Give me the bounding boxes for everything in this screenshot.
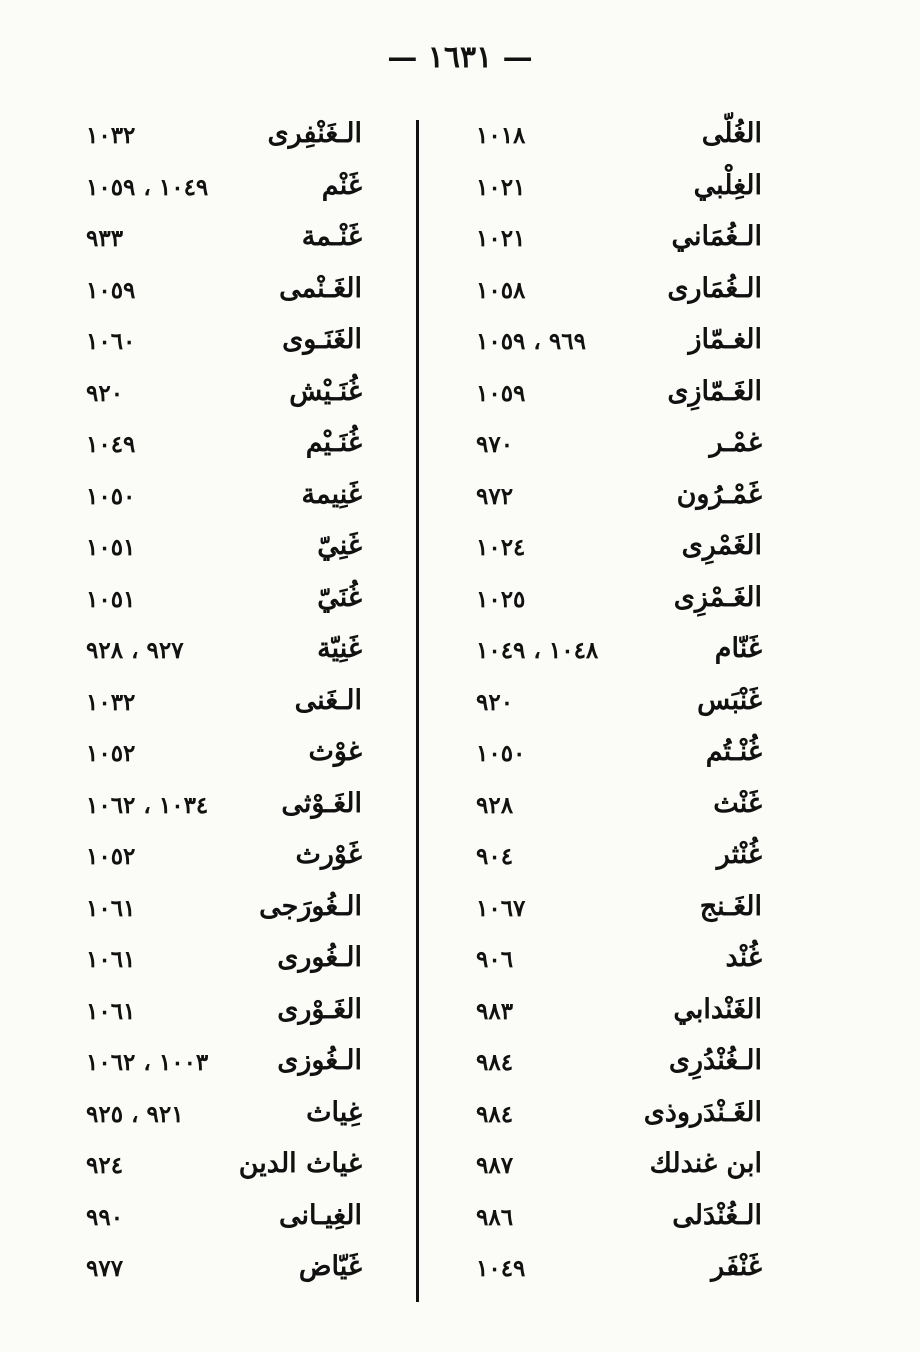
- index-column-right: [470, 112, 770, 1312]
- index-entry: [80, 318, 370, 370]
- entry-name: غُنَيّ: [317, 581, 362, 613]
- index-entry: [80, 164, 370, 216]
- index-entry: [80, 988, 370, 1040]
- entry-page-refs: ٩٣٣: [86, 225, 124, 252]
- index-column-left: [80, 112, 370, 1312]
- index-entry: [80, 473, 370, 525]
- entry-name: غوْث: [308, 736, 362, 767]
- entry-page-refs: ١٠٥١: [86, 585, 136, 613]
- entry-name: غُنَـيْش: [289, 375, 362, 407]
- entry-page-refs: ١٠٢١: [476, 173, 526, 201]
- index-entry: [80, 936, 370, 988]
- index-entry: [80, 576, 370, 628]
- entry-name: الـغُورى: [277, 942, 362, 973]
- entry-page-refs: ١٠٤٨ ، ١٠٤٩: [476, 637, 599, 664]
- entry-name: غياث الدين: [238, 1148, 362, 1179]
- index-entry: [80, 885, 370, 937]
- entry-page-refs: ٩٧٠: [476, 431, 514, 458]
- index-entry: [80, 1091, 370, 1143]
- entry-name: الغَمْرِى: [681, 530, 762, 561]
- index-entry: [470, 936, 770, 988]
- entry-name: غَنِيمة: [301, 478, 362, 510]
- index-entry: [470, 473, 770, 525]
- entry-name: غَنْفَر: [711, 1251, 762, 1282]
- entry-page-refs: ٩٢٠: [86, 379, 124, 407]
- index-entry: [80, 267, 370, 319]
- entry-name: الغَـنْدَروذى: [643, 1096, 762, 1128]
- entry-name: غُنْـتُم: [705, 736, 762, 767]
- entry-name: الـغُورَجى: [259, 890, 362, 922]
- index-entry: [80, 370, 370, 422]
- entry-page-refs: ١٠٦١: [86, 997, 136, 1025]
- entry-name: الـغُنْدَلى: [672, 1199, 762, 1231]
- index-entry: [470, 1142, 770, 1194]
- entry-page-refs: ١٠٠٣ ، ١٠٦٢: [86, 1049, 209, 1076]
- entry-page-refs: ١٠٥٠: [86, 482, 136, 510]
- entry-page-refs: ٩٠٤: [476, 843, 514, 870]
- entry-name: غَنْم: [321, 169, 362, 201]
- index-entry: [80, 215, 370, 267]
- entry-page-refs: ١٠٦١: [86, 946, 136, 973]
- index-entry: [80, 524, 370, 576]
- entry-name: غَنْـمة: [301, 221, 362, 252]
- index-entry: [80, 627, 370, 679]
- entry-name: غَمْـرُون: [676, 478, 762, 510]
- entry-name: الـغُمَارى: [667, 272, 762, 304]
- index-entry: [80, 730, 370, 782]
- entry-name: الـغُمَاني: [671, 221, 762, 252]
- index-entry: [80, 833, 370, 885]
- entry-page-refs: ١٠٢١: [476, 225, 526, 252]
- entry-page-refs: ٩٨٣: [476, 997, 514, 1025]
- entry-page-refs: ١٠٣٢: [86, 122, 136, 149]
- entry-page-refs: ٩٢٧ ، ٩٢٨: [86, 637, 184, 664]
- index-entry: [470, 730, 770, 782]
- entry-page-refs: ١٠٥٩: [86, 276, 136, 304]
- entry-page-refs: ٩٢٠: [476, 688, 514, 716]
- entry-name: غُنَـيْم: [305, 427, 362, 458]
- entry-page-refs: ١٠٢٤: [476, 534, 526, 561]
- entry-name: الـغُنْدُرِى: [668, 1045, 762, 1076]
- entry-page-refs: ١٠٥٢: [86, 843, 136, 870]
- entry-name: غَنّام: [714, 633, 762, 664]
- entry-name: غُنْد: [725, 942, 762, 973]
- entry-page-refs: ٩٧٧: [86, 1255, 124, 1282]
- entry-name: الغَـمْزِى: [673, 581, 762, 613]
- index-entry: [470, 318, 770, 370]
- entry-name: الغَنَـوى: [282, 324, 362, 355]
- entry-name: غَنْبَس: [697, 684, 762, 716]
- index-entry: [470, 1091, 770, 1143]
- index-entry: [80, 1245, 370, 1297]
- entry-page-refs: ١٠٢٥: [476, 585, 526, 613]
- entry-page-refs: ٩٨٤: [476, 1100, 514, 1128]
- entry-name: غَنِيّ: [317, 530, 362, 561]
- index-entry: [470, 988, 770, 1040]
- entry-page-refs: ٩٧٢: [476, 482, 514, 510]
- entry-page-refs: ٩٠٦: [476, 946, 514, 973]
- index-entry: [80, 1039, 370, 1091]
- index-entry: [80, 112, 370, 164]
- entry-name: الـغَنى: [294, 684, 362, 716]
- column-divider: [416, 120, 419, 1302]
- entry-page-refs: ١٠٥٠: [476, 740, 526, 767]
- entry-page-refs: ١٠٤٩: [86, 431, 136, 458]
- index-entry: [470, 885, 770, 937]
- index-entry: [470, 1194, 770, 1246]
- index-entry: [470, 215, 770, 267]
- index-entry: [470, 782, 770, 834]
- entry-name: الغـمّاز: [688, 324, 762, 355]
- index-entry: [470, 524, 770, 576]
- entry-page-refs: ١٠٣٤ ، ١٠٦٢: [86, 791, 209, 819]
- entry-name: غَيّاض: [298, 1251, 362, 1282]
- entry-page-refs: ١٠٥٨: [476, 276, 526, 304]
- entry-name: غُنْثر: [716, 839, 762, 870]
- index-entry: [470, 576, 770, 628]
- entry-page-refs: ١٠١٨: [476, 122, 526, 149]
- entry-page-refs: ١٠٥١: [86, 534, 136, 561]
- index-entry: [470, 267, 770, 319]
- index-entry: [470, 833, 770, 885]
- page-number: — ١٦٣١ —: [387, 40, 533, 75]
- entry-page-refs: ١٠٤٩ ، ١٠٥٩: [86, 173, 209, 201]
- entry-page-refs: ٩٩٠: [86, 1203, 124, 1231]
- entry-name: الغَـوْثى: [281, 787, 362, 819]
- entry-name: ابن غندلك: [649, 1148, 762, 1179]
- index-entry: [470, 421, 770, 473]
- index-entry: [80, 679, 370, 731]
- entry-page-refs: ٩٦٩ ، ١٠٥٩: [476, 328, 586, 355]
- entry-name: الغُلّى: [701, 118, 762, 149]
- entry-page-refs: ١٠٤٩: [476, 1255, 526, 1282]
- index-entry: [470, 679, 770, 731]
- entry-name: الغَـمّازِى: [667, 375, 762, 407]
- entry-name: الغِيـانى: [278, 1199, 362, 1231]
- entry-name: الـغُوزى: [277, 1045, 362, 1076]
- index-entry: [470, 627, 770, 679]
- index-entry: [80, 1194, 370, 1246]
- entry-name: غَنِيّة: [317, 633, 362, 664]
- entry-page-refs: ١٠٣٢: [86, 688, 136, 716]
- entry-name: غَنْث: [713, 787, 762, 819]
- entry-name: الغَـنْمى: [279, 272, 362, 304]
- entry-name: غمْـر: [709, 427, 762, 458]
- index-entry: [80, 782, 370, 834]
- entry-page-refs: ١٠٥٢: [86, 740, 136, 767]
- entry-page-refs: ١٠٥٩: [476, 379, 526, 407]
- entry-page-refs: ١٠٦٠: [86, 328, 136, 355]
- entry-page-refs: ٩٨٧: [476, 1152, 514, 1179]
- entry-name: الـغَنْفِرى: [267, 118, 362, 149]
- index-entry: [470, 1039, 770, 1091]
- index-entry: [470, 112, 770, 164]
- entry-page-refs: ٩٨٤: [476, 1049, 514, 1076]
- entry-page-refs: ٩٢٨: [476, 791, 514, 819]
- entry-name: الغِلْبي: [693, 169, 762, 201]
- entry-page-refs: ٩٢٤: [86, 1152, 124, 1179]
- entry-page-refs: ١٠٦٧: [476, 894, 526, 922]
- entry-page-refs: ٩٨٦: [476, 1203, 514, 1231]
- entry-name: الغَـوْرى: [277, 993, 362, 1025]
- index-entry: [470, 1245, 770, 1297]
- index-entry: [470, 370, 770, 422]
- index-entry: [80, 1142, 370, 1194]
- entry-page-refs: ٩٢١ ، ٩٢٥: [86, 1100, 184, 1128]
- entry-name: الغَنْدابي: [673, 993, 762, 1025]
- index-entry: [80, 421, 370, 473]
- index-entry: [470, 164, 770, 216]
- entry-name: غَوْرث: [295, 839, 362, 870]
- entry-page-refs: ١٠٦١: [86, 894, 136, 922]
- entry-name: الغَـنج: [699, 890, 762, 922]
- entry-name: غِياث: [306, 1096, 362, 1128]
